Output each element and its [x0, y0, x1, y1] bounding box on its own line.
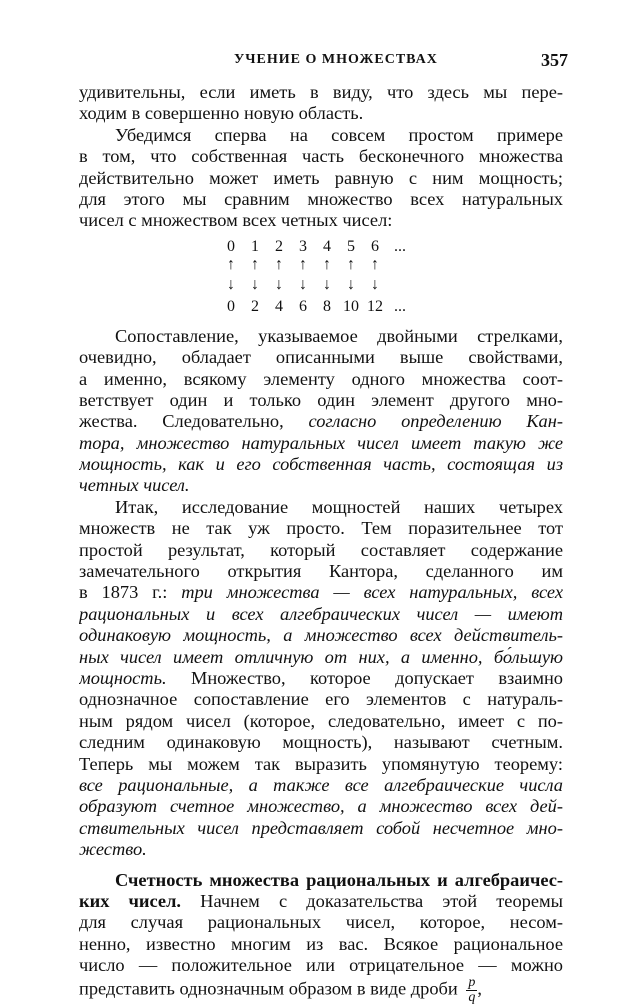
emphasis-line: четных чисел. [79, 475, 563, 496]
emphasis-text: согласно определению Кан- [309, 411, 563, 431]
ellipsis: ... [385, 236, 415, 257]
mapping-number: 4 [267, 296, 291, 317]
ellipsis: ... [385, 296, 415, 317]
paragraph-4 [79, 497, 563, 861]
mapping-number: 0 [219, 236, 243, 257]
fraction-p-over-q [466, 976, 477, 1005]
down-arrow-icon: ↓ [315, 274, 339, 295]
text-line: множеств не так уж просто. Тем поразительнее тот [79, 518, 563, 539]
up-arrow-icon: ↑ [267, 254, 291, 275]
emphasis-text: мощность, как и его собственная часть, [79, 454, 436, 474]
mapping-number: 2 [243, 296, 267, 317]
text-line [79, 891, 563, 912]
text-line [79, 582, 563, 603]
text-line: Сопоставление, указываемое двойными стрелками, [79, 326, 563, 347]
text-line: однозначное сопоставление его элементов с натураль- [79, 689, 563, 710]
up-arrow-icon: ↑ [291, 254, 315, 275]
section-heading: Счетность множества рациональных и алгебраичес- [79, 870, 563, 891]
mapping-number: 0 [219, 296, 243, 317]
natural-numbers-row [219, 236, 479, 256]
paragraph-gap [79, 861, 563, 870]
up-arrow-icon: ↑ [339, 254, 363, 275]
mapping-number: 4 [315, 236, 339, 257]
text-span: в 1873 г.: [79, 582, 181, 602]
text-line: Итак, исследование мощностей наших четырех [79, 497, 563, 518]
text-span: представить однозначным образом в виде дроби [79, 979, 458, 999]
up-arrow-icon: ↑ [219, 254, 243, 275]
down-arrows-row [219, 274, 479, 294]
text-line [79, 668, 563, 689]
emphasis-text: мощность. [79, 668, 167, 688]
up-arrow-icon: ↑ [363, 254, 387, 275]
paragraph-1 [79, 82, 563, 125]
paragraph-2 [79, 125, 563, 232]
down-arrow-icon: ↓ [291, 274, 315, 295]
text-line: удивительны, если иметь в виду, что здесь мы пере- [79, 82, 563, 103]
text-line: очевидно, обладает описанными выше свойствами, [79, 347, 563, 368]
fraction-numerator: p [466, 976, 477, 991]
mapping-number: 6 [363, 236, 387, 257]
text-line: действительно может иметь равную с ним мощность; [79, 168, 563, 189]
down-arrow-icon: ↓ [219, 274, 243, 295]
text-line: ненно, известно многим из вас. Всякое рациональное [79, 934, 563, 955]
even-numbers-row [219, 296, 479, 316]
text-line: ветствует один и только один элемент другого мно- [79, 390, 563, 411]
emphasis-line: одинаковую мощность, а множество всех действитель- [79, 625, 563, 646]
mapping-number: 1 [243, 236, 267, 257]
page-header [0, 50, 632, 74]
text-line: Убедимся сперва на совсем простом примере [79, 125, 563, 146]
text-line [79, 411, 563, 432]
emphasis-text: три множества — всех натуральных, всех [181, 582, 563, 602]
page-number: 357 [541, 50, 568, 71]
fraction-denominator: q [466, 991, 477, 1005]
down-arrow-icon: ↓ [363, 274, 387, 295]
emphasis-text: состоящая из [436, 454, 563, 474]
text-line: а именно, всякому элементу одного множества соот- [79, 369, 563, 390]
mapping-number: 2 [267, 236, 291, 257]
body-text [79, 82, 563, 1006]
paragraph-3 [79, 326, 563, 497]
emphasis-line: ных чисел имеет отличную от них, а именно, бо́льшую [79, 647, 563, 668]
section-heading-end: ких чисел. [79, 891, 181, 911]
emphasis-line: рациональных и всех алгебраических чисел — имеют [79, 604, 563, 625]
text-line: для этого мы сравним множество всех натуральных [79, 189, 563, 210]
emphasis-line: жество. [79, 839, 563, 860]
text-line: ным рядом чисел (которое, следовательно, имеет с по- [79, 711, 563, 732]
down-arrow-icon: ↓ [339, 274, 363, 295]
text-span: , [477, 979, 482, 999]
mapping-number: 5 [339, 236, 363, 257]
emphasis-line: образуют счетное множество, а множество всех дей- [79, 796, 563, 817]
down-arrow-icon: ↓ [267, 274, 291, 295]
text-line [79, 976, 563, 1006]
up-arrows-row [219, 254, 479, 274]
text-line: число — положительное или отрицательное — можно [79, 955, 563, 976]
mapping-number: 6 [291, 296, 315, 317]
up-arrow-icon: ↑ [243, 254, 267, 275]
text-span: Начнем с доказательства этой теоремы [181, 891, 563, 911]
down-arrow-icon: ↓ [243, 274, 267, 295]
text-line: ходим в совершенно новую область. [79, 103, 563, 124]
emphasis-line: ствительных чисел представляет собой несчетное мно- [79, 818, 563, 839]
text-span: жества. Следовательно, [79, 411, 309, 431]
text-line: простой результат, который составляет содержание [79, 540, 563, 561]
text-line: в том, что собственная часть бесконечного множества [79, 146, 563, 167]
text-line: для случая рациональных чисел, которое, несом- [79, 912, 563, 933]
running-title: УЧЕНИЕ О МНОЖЕСТВАХ [234, 52, 438, 68]
mapping-number: 3 [291, 236, 315, 257]
emphasis-line: тора, множество натуральных чисел имеет такую же [79, 433, 563, 454]
emphasis-line: все рациональные, а также все алгебраические числа [79, 775, 563, 796]
bijection-diagram [79, 236, 563, 318]
text-line: замечательного открытия Кантора, сделанного им [79, 561, 563, 582]
text-line [79, 454, 563, 475]
text-line: следним одинаковую мощность), называют счетным. [79, 732, 563, 753]
mapping-number: 12 [363, 296, 387, 317]
text-line: чисел с множеством всех четных чисел: [79, 210, 563, 231]
up-arrow-icon: ↑ [315, 254, 339, 275]
mapping-number: 10 [339, 296, 363, 317]
text-span: Множество, которое допускает взаимно [167, 668, 563, 688]
paragraph-5 [79, 870, 563, 1006]
mapping-number: 8 [315, 296, 339, 317]
text-line: Теперь мы можем так выразить упомянутую теорему: [79, 754, 563, 775]
